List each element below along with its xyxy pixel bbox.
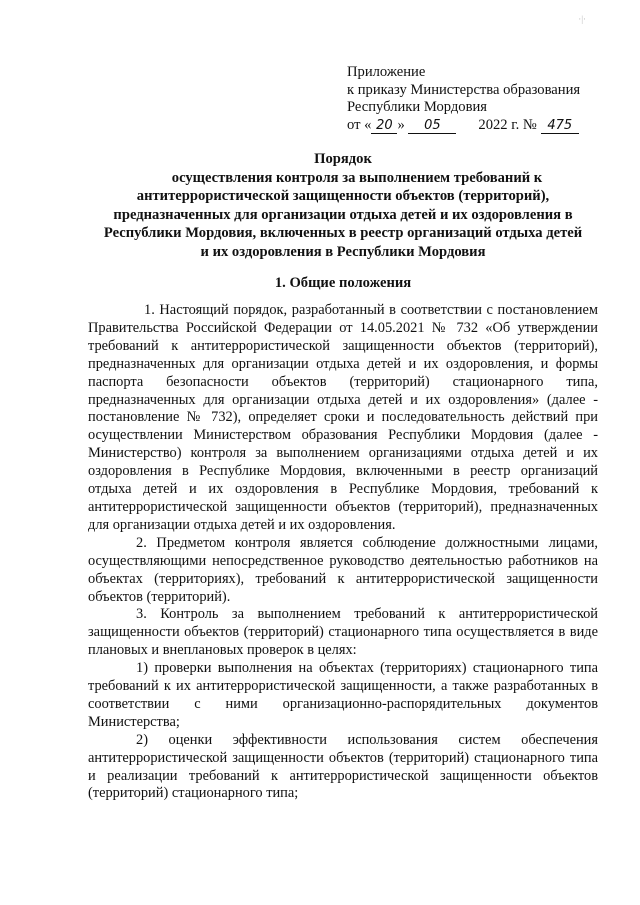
document-title	[88, 150, 598, 262]
title-line: осуществления контроля за выполнением требований к	[171, 169, 543, 186]
appendix-header	[347, 64, 580, 134]
handwritten-order-number: 475	[541, 119, 579, 134]
date-mid: »	[397, 116, 405, 133]
section-heading: 1. Общие положения	[274, 275, 412, 291]
paragraph: 2) оценки эффективности использования систем обеспечения антитеррористической защищенности объектов (территорий) стационарного типа и реализации требований к антитеррористической защищенности объектов (территорий) стационарного типа;	[88, 731, 598, 802]
title-line: предназначенных для организации отдыха детей и их оздоровления в	[113, 206, 573, 223]
appendix-line: Республики Мордовия	[347, 99, 488, 115]
appendix-line: к приказу Министерства образования	[347, 81, 581, 98]
year-text: 2022 г. №	[478, 116, 537, 133]
title-line: антитеррористической защищенности объектов (территорий),	[136, 188, 550, 205]
handwritten-month: 05	[408, 119, 456, 134]
date-prefix: от «	[347, 116, 372, 133]
title-line: Республики Мордовия, включенных в реестр организаций отдыха детей	[103, 225, 583, 242]
paragraph: 3. Контроль за выполнением требований к антитеррористической защищенности объектов (территорий) стационарного типа осуществляется в виде плановых и внеплановых проверок в целях:	[88, 606, 598, 659]
paragraph: 2. Предметом контроля является соблюдение должностными лицами, осуществляющими непосредственное руководство деятельностью работников на объектах (территориях), требований к антитеррористической защищенности объектов (территорий).	[88, 534, 598, 605]
corner-mark: ·|·	[578, 14, 586, 24]
paragraph: 1. Настоящий порядок, разработанный в соответствии с постановлением Правительства Российской Федерации от 14.05.2021 № 732 «Об утверждении требований к антитеррористической защищенности объектов (территорий), предназначенных для организации отдыха детей и их оздоровления, и формы паспорта безопасности объектов (территорий) стационарного типа, предназначенных для организации отдыха детей и их оздоровления» (далее - постановление № 732), определяет сроки и последовательность действий при осуществлении Министерством образования Республики Мордовия (далее - Министерство) контроля за выполнением организациями отдыха детей и их оздоровления в Республике Мордовия, включенными в реестр организаций отдыха детей и их оздоровления в Республике Мордовия, требований к антитеррористической защищенности объектов (территорий), предназначенных для организации отдыха детей и их оздоровления.	[88, 302, 598, 533]
title-line: и их оздоровления в Республики Мордовия	[200, 243, 486, 260]
appendix-date-line	[347, 117, 580, 135]
handwritten-day: 20	[371, 119, 397, 134]
title-line: Порядок	[314, 151, 372, 167]
appendix-line: Приложение	[347, 64, 426, 80]
paragraph: 1) проверки выполнения на объектах (территориях) стационарного типа требований к их антитеррористической защищенности, а также разработанных в соответствии с ними организационно-распорядительных документов Министерства;	[88, 660, 598, 730]
document-body	[88, 302, 598, 803]
